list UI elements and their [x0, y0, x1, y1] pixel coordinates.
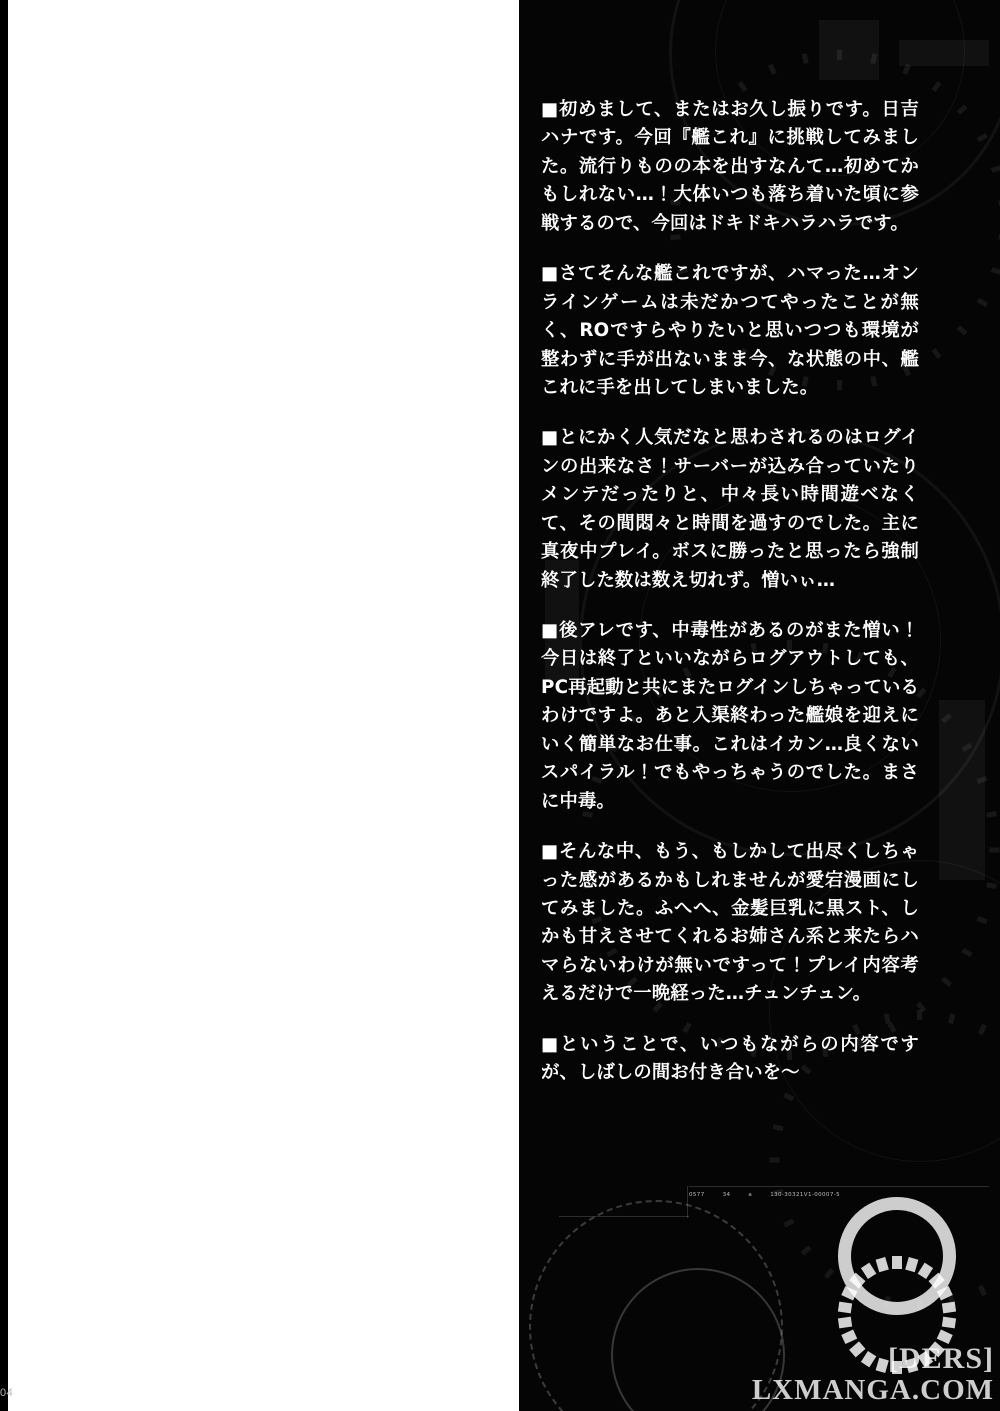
micro-code-left: 0577 — [689, 1192, 705, 1198]
afterword-paragraph: ■さてそんな艦これですが、ハマった…オンラインゲームは未だかつてやったことが無く、ROですらやりたいと思いつつも環境が整わずに手が出ないまま今、な状態の中、艦これに手を出してしまいました。 — [541, 263, 919, 398]
watermark-line-1: [DERS] — [887, 1342, 994, 1375]
afterword-text — [541, 96, 919, 1088]
circle-outline-icon — [611, 1268, 785, 1411]
afterword-paragraph: ■後アレです、中毒性があるのがまた憎い！今日は終了といいながらログアウトしても、PC再起動と共にまたログインしちゃっているわけですよ。あと入渠終わった艦娘を迎えにいく簡単なお仕事。これはイカン…良くないスパイラル！でもやっちゃうのでした。まさに中毒。 — [541, 620, 919, 812]
afterword-paragraph: ■とにかく人気だなと思わされるのはログインの出来なさ！サーバーが込み合っていたりメンテだったりと、中々長い時間遊べなくて、その間悶々と時間を過すのでした。主に真夜中プレイ。ボスに勝ったと思ったら強制終了した数は数え切れず。憎いぃ… — [541, 427, 919, 591]
micro-print-codes — [689, 1192, 989, 1198]
dashed-circle-icon — [529, 1200, 783, 1411]
decor-block — [819, 20, 879, 80]
page-number: 04 — [0, 1387, 14, 1399]
decor-rule — [559, 1216, 689, 1217]
gear-icon — [838, 1197, 956, 1315]
micro-code-mid: 34 — [722, 1192, 731, 1198]
decor-block — [899, 40, 989, 66]
afterword-dark-panel — [519, 0, 1000, 1411]
afterword-paragraph: ■初めまして、またはお久し振りです。日吉ハナです。今回『艦これ』に挑戦してみました。流行りものの本を出すなんて…初めてかもしれない…！大体いつも落ち着いた頃に参戦するので、今回はドキドキハラハラです。 — [541, 99, 919, 234]
micro-code-mid-suffix: a — [748, 1192, 753, 1198]
left-edge-strip — [0, 0, 8, 1411]
decor-block — [939, 700, 985, 880]
decor-rule — [687, 1186, 688, 1218]
afterword-paragraph: ■そんな中、もう、もしかして出尽くしちゃった感があるかもしれませんが愛宕漫画にしてみました。ふへへ、金髪巨乳に黒スト、しかも甘えさせてくれるお姉さん系と来たらハマらないわけが無いですって！プレイ内容考えるだけで一晩経った…チュンチュン。 — [541, 841, 919, 1005]
micro-code-right: 130-30321V1-00007-5 — [770, 1192, 841, 1198]
afterword-paragraph: ■ということで、いつもながらの内容ですが、しばしの間お付き合いを〜 — [541, 1033, 919, 1084]
watermark-line-2: LXMANGA.COM — [751, 1374, 994, 1406]
decor-rule — [689, 1186, 989, 1187]
